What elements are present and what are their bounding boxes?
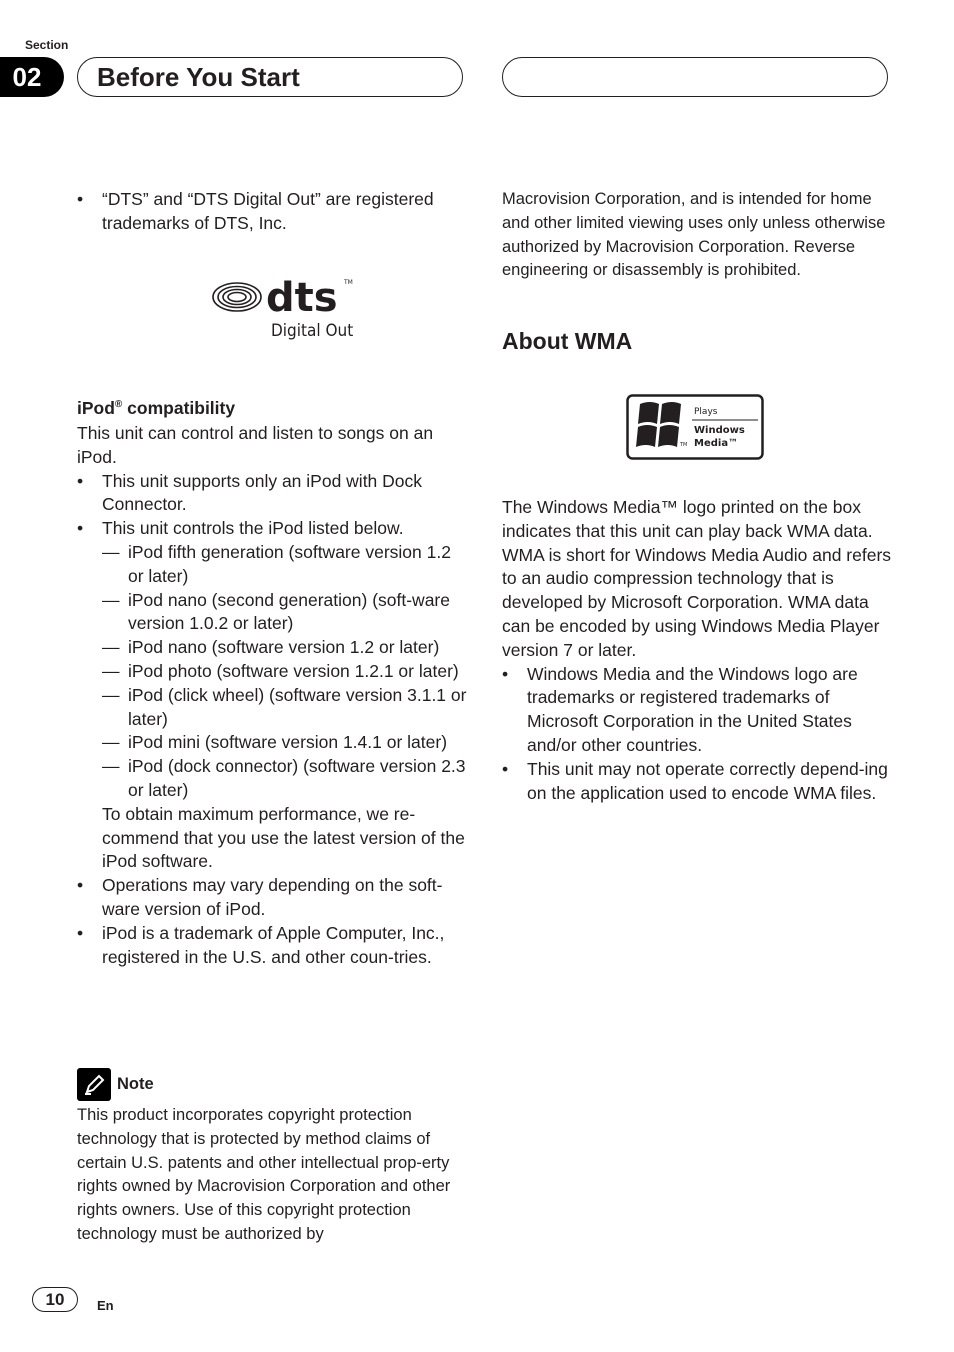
list-item: • iPod is a trademark of Apple Computer, Inc., registered in the U.S. and other coun-tries. (77, 922, 445, 967)
section-number-badge: 02 (0, 57, 64, 97)
svg-text:Plays: Plays (694, 407, 718, 417)
page-title: Before You Start (97, 62, 300, 92)
ipod-model-item: — iPod fifth generation (software version 1.2 or later) (102, 541, 451, 586)
wma-body (502, 496, 894, 805)
language-code: En (97, 1298, 114, 1313)
wma-paragraph: WMA is short for Windows Media Audio and refers to an audio compression technology that is developed by Microsoft Corporation. WMA data can be encoded by using Windows Media Player version 7 or later. (502, 544, 892, 660)
windows-media-logo (626, 394, 764, 460)
dts-trademark-list (77, 188, 467, 236)
performance-note: To obtain maximum performance, we re-commend that you use the latest version of the iPod software. (102, 803, 465, 872)
dts-digital-out-logo (210, 272, 360, 344)
svg-text:Windows: Windows (694, 425, 745, 436)
svg-text:TM: TM (680, 442, 688, 448)
ipod-model-item: — iPod photo (software version 1.2.1 or later) (102, 660, 459, 681)
svg-text:Digital Out: Digital Out (271, 321, 354, 341)
ipod-model-item: — iPod nano (software version 1.2 or later) (102, 637, 440, 658)
note-label: Note (117, 1075, 154, 1093)
note-header (77, 1068, 154, 1101)
ipod-compatibility-body (77, 422, 469, 969)
svg-text:dts: dts (266, 275, 338, 321)
ipod-compatibility-heading: iPod® compatibility (77, 398, 236, 418)
list-item: • This unit may not operate correctly depend-ing on the application used to encode WMA files. (502, 758, 888, 803)
svg-text:Media™: Media™ (694, 438, 739, 449)
list-item: • Windows Media and the Windows logo are trademarks or registered trademarks of Microsoft Corporation in the United States and/or other countries. (502, 663, 858, 755)
note-text: This product incorporates copyright protection technology that is protected by method claims of certain U.S. patents and other intellectual prop-erty rights owned by Macrovision Corporation and other rights owners. Use of this copyright protection technology must be authorized by (77, 1106, 451, 1243)
svg-text:TM: TM (344, 279, 353, 286)
ipod-model-item: — iPod mini (software version 1.4.1 or later) (102, 732, 448, 753)
ipod-model-item: — iPod (click wheel) (software version 3.1.1 or later) (102, 684, 467, 729)
list-item: • “DTS” and “DTS Digital Out” are registered trademarks of DTS, Inc. (77, 189, 434, 233)
macrovision-continued: Macrovision Corporation, and is intended for home and other limited viewing uses only unless otherwise authorized by Macrovision Corporation. Reverse engineering or disassembly is prohibited. (502, 190, 886, 280)
about-wma-heading: About WMA (502, 328, 633, 354)
ipod-model-item: — iPod nano (second generation) (soft-ware version 1.0.2 or later) (102, 589, 450, 634)
list-item: • Operations may vary depending on the soft-ware version of iPod. (77, 875, 443, 919)
list-item: • This unit supports only an iPod with Dock Connector. (77, 470, 423, 515)
list-item: • This unit controls the iPod listed below. (77, 518, 404, 539)
title-frame-right (502, 57, 888, 97)
ipod-model-item: — iPod (dock connector) (software version 2.3 or later) (102, 756, 466, 800)
pencil-icon (77, 1068, 111, 1101)
section-label: Section (25, 38, 69, 52)
page-number: 10 (32, 1287, 78, 1312)
ipod-intro: This unit can control and listen to songs on an iPod. (77, 423, 434, 467)
wma-paragraph: The Windows Media™ logo printed on the box indicates that this unit can play back WMA data. (502, 497, 873, 541)
